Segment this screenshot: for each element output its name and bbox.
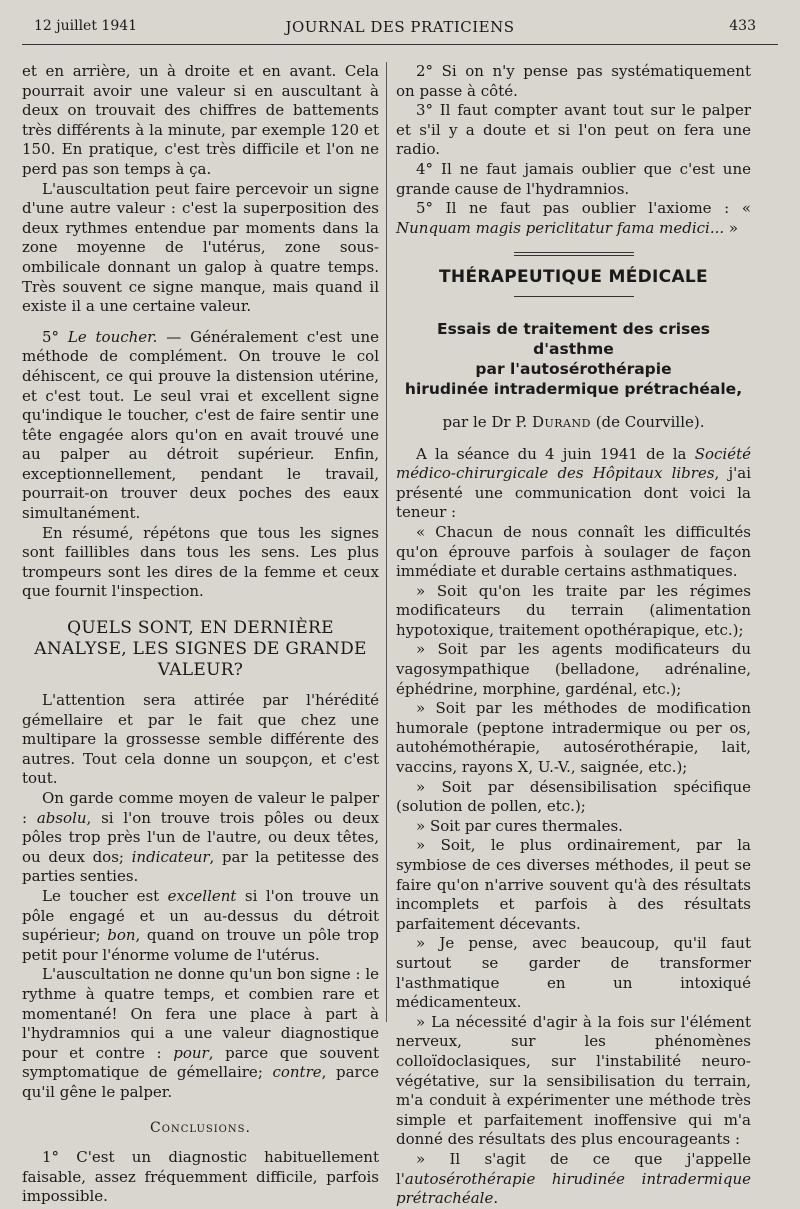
conclusion-item: 4° Il ne faut jamais oublier que c'est une grande cause de l'hydramnios. — [396, 159, 751, 198]
paragraph: Le toucher est excellent si l'on trouve un pôle engagé et un au-dessus du détroit supérieur; bon, quand on trouve un pôle trop petit pour l'énorme volume de l'utérus. — [22, 886, 379, 964]
paragraph: En résumé, répétons que tous les signes sont faillibles dans tous les sens. Les plus trompeurs sont les dires de la femme et ceux que fournit l'inspection. — [22, 523, 379, 601]
issue-date: 12 juillet 1941 — [34, 18, 138, 34]
byline: par le Dr P. Durand (de Courville). — [442, 412, 705, 431]
page-header — [0, 0, 800, 44]
paragraph: et en arrière, un à droite et en avant. Cela pourrait avoir une valeur si en auscultant à deux on trouvait des chiffres de battements très différents à la minute, par exemple 120 et 150. En pratique, c'est très difficile et l'on ne perd pas son temps à ça. — [22, 62, 379, 178]
paragraph: » Soit, le plus ordinairement, par la symbiose de ces diverses méthodes, il peut se faire qu'on n'arrive souvent qu'à des résultats incomplets et parfois à des résultats parfaitement décevants. — [396, 836, 751, 933]
paragraph: « Chacun de nous connaît les difficultés qu'on éprouve parfois à soulager de façon immédiate et durable certains asthmatiques. — [396, 522, 751, 581]
paragraph: » Soit par les méthodes de modification humorale (peptone intradermique ou per os, autohémothérapie, autosérothérapie, lait, vaccins, rayons X, U.-V., saignée, etc.); — [396, 699, 751, 777]
conclusion-item: 5° Il ne faut pas oublier l'axiome : « Nunquam magis periclitatur fama medici... » — [396, 199, 751, 237]
paragraph: » Soit par les agents modificateurs du vagosympathique (belladone, adrénaline, éphédrine, morphine, gardénal, etc.); — [396, 640, 751, 698]
paragraph: L'auscultation ne donne qu'un bon signe : le rythme à quatre temps, et combien rare et momentané! On fera une place à part à l'hydramnios qui a une valeur diagnostique pour et contre : pour, parce que souvent symptomatique de gémellaire; contre, parce qu'il gêne le palper. — [22, 965, 379, 1101]
paragraph: L'attention sera attirée par l'hérédité gémellaire et par le fait que chez une multipare la grossesse semble différente des autres. Tout cela donne un soupçon, et c'est tout. — [22, 691, 379, 788]
paragraph: » La nécessité d'agir à la fois sur l'élément nerveux, sur les phénomènes colloïdoclasiques, sur l'instabilité neuro-végétative, sur la sensibilisation du terrain, m'a conduit à expérimenter une méthode très simple et parfaitement inoffensive qui m'a donné des résultats des plus encourageants : — [396, 1012, 751, 1149]
paragraph: L'auscultation peut faire percevoir un signe d'une autre valeur : c'est la superposition des deux rythmes entendue par moments dans la zone moyenne de l'utérus, zone sous-ombilicale donnant un galop à quatre temps. Très souvent ce signe manque, mais quand il existe il a une certaine valeur. — [22, 179, 379, 316]
paragraph: » Il s'agit de ce que j'appelle l'autosérothérapie hirudinée intradermique prétrachéale. — [396, 1149, 751, 1208]
section-heading: QUELS SONT, EN DERNIÈRE ANALYSE, LES SIGNES DE GRANDE VALEUR? — [34, 618, 367, 681]
right-column — [396, 62, 751, 1209]
conclusion-item: 3° Il faut compter avant tout sur le palper et s'il y a doute et si l'on peut on fera une radio. — [396, 101, 751, 159]
rubric-heading: THÉRAPEUTIQUE MÉDICALE — [439, 267, 708, 288]
paragraph: » Soit par désensibilisation spécifique (solution de pollen, etc.); — [396, 777, 751, 816]
paragraph: » Je pense, avec beaucoup, qu'il faut surtout se garder de transformer l'asthmatique en un intoxiqué médicamenteux. — [396, 934, 751, 1012]
paragraph: A la séance du 4 juin 1941 de la Société médico-chirurgicale des Hôpitaux libres, j'ai présenté une communication dont voici la teneur : — [396, 444, 751, 522]
rubric-rule — [514, 296, 634, 297]
article-title: Essais de traitement des crises d'asthme par l'autosérothérapie hirudinée intradermique prétrachéale, — [404, 319, 743, 398]
paragraph: » Soit qu'on les traite par les régimes modificateurs du terrain (alimentation hypotoxique, traitement opothérapique, etc.); — [396, 581, 751, 639]
column-divider — [386, 62, 387, 1022]
conclusions-heading: Conclusions. — [150, 1119, 251, 1136]
page-number: 433 — [729, 18, 756, 34]
conclusion-item: 1° C'est un diagnostic habituellement faisable, assez fréquemment difficile, parfois impossible. — [22, 1148, 379, 1206]
journal-title: JOURNAL DES PRATICIENS — [285, 18, 515, 36]
section-rule — [514, 252, 634, 256]
left-column — [22, 62, 379, 1207]
paragraph-toucher: 5° Le toucher. — Généralement c'est une méthode de complément. On trouve le col déhiscent, ce qui prouve la distension utérine, et c'est tout. Le seul vrai et excellent signe qu'indique le toucher, c'est de faire sentir une tête engagée alors qu'on en avait trouvé une au palper au détroit supérieur. Enfin, exceptionnellement, pendant le travail, pourrait-on trouver deux poches des eaux simultanément. — [22, 327, 380, 523]
paragraph: » Soit par cures thermales. — [416, 816, 623, 835]
paragraph: On garde comme moyen de valeur le palper : absolu, si l'on trouve trois pôles ou deux pôles trop près l'un de l'autre, ou deux têtes, ou deux dos; indicateur, par la petitesse des parties senties. — [22, 789, 379, 886]
conclusion-item: 2° Si on n'y pense pas systématiquement on passe à côté. — [396, 62, 751, 100]
header-rule — [22, 44, 778, 45]
